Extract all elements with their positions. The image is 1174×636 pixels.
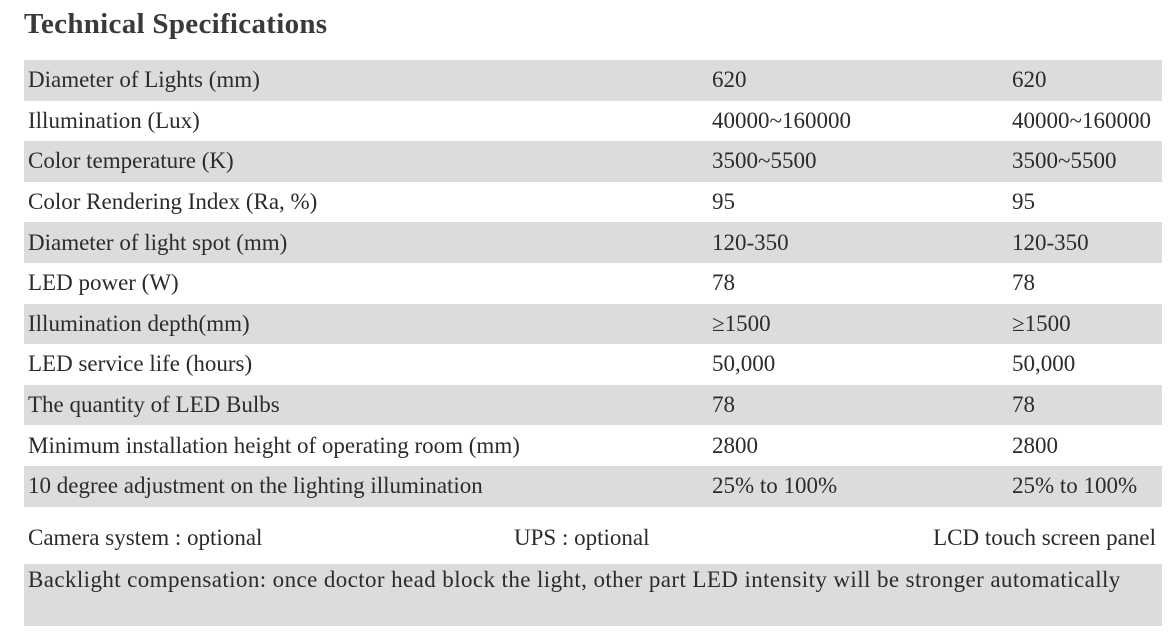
spec-value-2: 40000~160000: [1012, 107, 1151, 133]
spec-label: Diameter of light spot (mm): [28, 229, 288, 255]
spec-label: Color temperature (K): [28, 148, 234, 174]
spec-label: Diameter of Lights (mm): [28, 67, 260, 93]
table-row: [24, 182, 1162, 223]
spec-value-2: 2800: [1012, 432, 1058, 458]
table-row: [24, 222, 1162, 263]
table-row: [24, 385, 1162, 426]
table-row: [24, 263, 1162, 304]
spec-value-2: 78: [1012, 392, 1035, 418]
backlight-note: Backlight compensation: once doctor head block the light, other part LED intensity will be stronger automatically: [24, 564, 1162, 626]
table-row: [24, 304, 1162, 345]
page-title: Technical Specifications: [24, 8, 328, 40]
spec-label: Illumination (Lux): [28, 107, 200, 133]
spec-value-2: 3500~5500: [1012, 148, 1117, 174]
spec-value-1: 95: [712, 189, 735, 215]
spec-label: The quantity of LED Bulbs: [28, 392, 280, 418]
spec-label: LED power (W): [28, 270, 179, 296]
spec-value-1: 3500~5500: [712, 148, 817, 174]
spec-value-1: 78: [712, 392, 735, 418]
table-row: [24, 466, 1162, 507]
table-row: [24, 344, 1162, 385]
table-row: [24, 101, 1162, 142]
spec-label: Minimum installation height of operating room (mm): [28, 432, 520, 458]
lcd-option: LCD touch screen panel: [933, 525, 1156, 550]
spec-value-2: 95: [1012, 189, 1035, 215]
spec-label: Illumination depth(mm): [28, 310, 250, 336]
spec-value-2: 25% to 100%: [1012, 473, 1138, 499]
spec-value-2: 50,000: [1012, 351, 1076, 377]
ups-option: UPS : optional: [514, 525, 650, 550]
spec-value-1: 40000~160000: [712, 107, 851, 133]
spec-value-2: 120-350: [1012, 229, 1089, 255]
spec-label: 10 degree adjustment on the lighting illumination: [28, 473, 483, 499]
spec-value-1: 25% to 100%: [712, 473, 838, 499]
table-row: [24, 425, 1162, 466]
spec-value-2: 78: [1012, 270, 1035, 296]
spec-value-2: ≥1500: [1012, 310, 1071, 336]
spec-value-1: 620: [712, 67, 747, 93]
spec-table: [24, 60, 1162, 507]
spec-value-1: 120-350: [712, 229, 789, 255]
table-row: [24, 141, 1162, 182]
spec-value-1: 2800: [712, 432, 758, 458]
spec-label: LED service life (hours): [28, 351, 253, 377]
options-row: [24, 518, 1162, 558]
spec-value-2: 620: [1012, 67, 1047, 93]
spec-label: Color Rendering Index (Ra, %): [28, 189, 318, 215]
spec-value-1: 50,000: [712, 351, 776, 377]
spec-value-1: ≥1500: [712, 310, 771, 336]
table-row: [24, 60, 1162, 101]
camera-option: Camera system : optional: [28, 525, 263, 550]
spec-value-1: 78: [712, 270, 735, 296]
